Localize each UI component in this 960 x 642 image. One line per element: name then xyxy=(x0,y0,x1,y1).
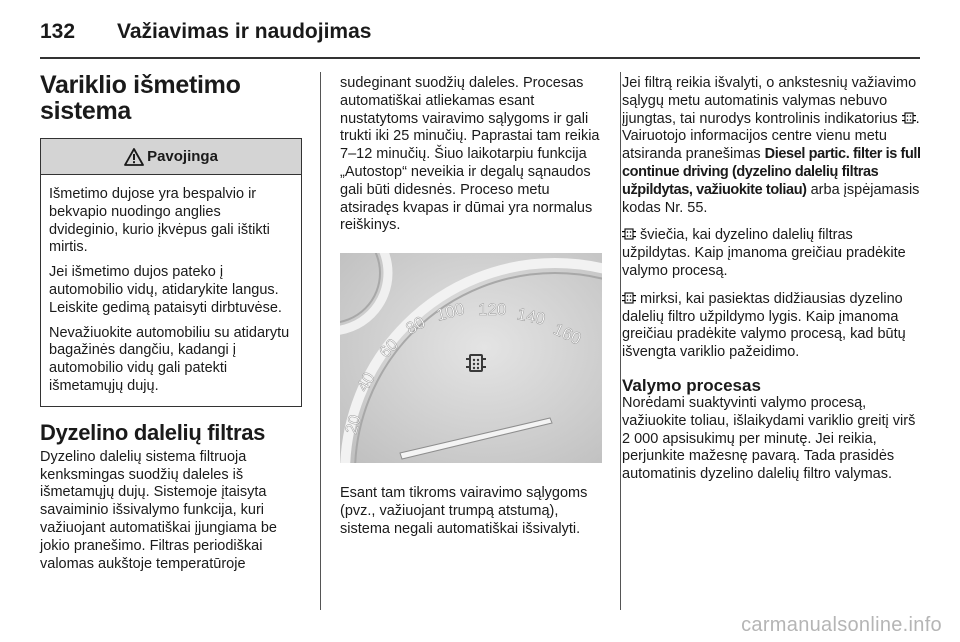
warning-paragraph: Išmetimo dujose yra bespalvio ir bekvapio nuodingo anglies dvideginio, kurio įkvėpus gali ištikti mirtis. xyxy=(49,186,270,256)
text-run: šviečia, kai dyzelino dalelių filtras užpildytas. Kaip įmanoma greičiau pradėkite valymo procesą. xyxy=(622,227,906,279)
gauge-tick-label: 160 xyxy=(550,319,585,349)
body-paragraph: Norėdami suaktyvinti valymo procesą, važiuokite toliau, išlaikydami variklio greitį virš 2 000 apsisukimų per minutę. Jei reikia, perjunkite mažesnę pavarą. Tada prasidės automatinis dyzelino dalelių filtro valymas. xyxy=(622,394,916,483)
text-run: Jei filtrą reikia išvalyti, o ankstesnių važiavimo sąlygų metu automatinis valymas nebuvo įjungtas, tai nurodys kontrolinis indikatorius xyxy=(622,75,917,127)
subsection-title: Dyzelino dalelių filtras xyxy=(40,419,266,445)
body-paragraph: Dyzelino dalelių sistema filtruoja kenksmingas suodžių daleles iš išmetamųjų dujų. Sistemoje įtaisyta savaiminio išsivalymo funkcija, kuri važiuojant automatiškai įjungiama be jokio pranešimo. Filtras periodiškai valomas aukštoje temperatūroje xyxy=(40,448,277,572)
body-paragraph xyxy=(622,291,922,362)
gauge-tick-label: 100 xyxy=(434,299,467,326)
body-paragraph: sudeginant suodžių daleles. Procesas automatiškai atliekamas esant nustatytoms vairavimo sąlygoms ir gali trukti iki 25 minučių. Paprastai tam reikia 7–12 minučių. Šiuo laikotarpiu funkcija „Autostop“ neveikia ir degalų sąnaudos gali būti didesnės. Proceso metu atsiradęs kvapas ir dūmai yra normalus reiškinys. xyxy=(340,75,600,234)
body-paragraph xyxy=(622,227,922,280)
dic-message: Diesel partic. filter is full continue driving (dyzelino dalelių filtras užpildytas, važiuokite toliau) xyxy=(622,146,921,198)
diesel-particle-filter-icon xyxy=(622,292,636,304)
diesel-particle-filter-icon xyxy=(622,228,636,240)
gauge-tick-label: 60 xyxy=(375,335,403,363)
gauge-tick-label: 40 xyxy=(353,369,379,396)
speedometer-illustration xyxy=(340,253,602,463)
page-header xyxy=(40,16,920,62)
column-divider xyxy=(620,72,621,610)
column-3 xyxy=(622,72,922,484)
column-divider xyxy=(320,72,321,610)
warning-box xyxy=(40,138,302,407)
header-rule xyxy=(40,57,920,59)
subsection-title: Valymo procesas xyxy=(622,375,761,395)
gauge-tick-label: 20 xyxy=(341,413,365,437)
diesel-particle-filter-icon xyxy=(902,112,916,124)
text-run: arba įspėjamasis kodas Nr. 55. xyxy=(622,181,920,216)
warning-triangle-icon xyxy=(124,148,144,166)
warning-paragraph: Jei išmetimo dujos pateko į automobilio vidų, atidarykite langus. Leiskite gedimą pataisyti dirbtuvėse. xyxy=(49,264,282,316)
column-1 xyxy=(40,72,302,573)
gauge-tick-label: 140 xyxy=(515,304,547,329)
watermark: carmanualsonline.info xyxy=(741,614,942,636)
body-paragraph: Esant tam tikroms vairavimo sąlygoms (pvz., važiuojant trumpą atstumą), sistema negali automatiškai išsivalyti. xyxy=(340,485,588,537)
body-paragraph xyxy=(622,75,922,217)
section-title: Variklio išmetimo sistema xyxy=(40,71,241,125)
warning-body xyxy=(41,175,301,406)
gauge-tick-label: 120 xyxy=(478,300,507,320)
warning-header xyxy=(41,139,301,175)
gauge-tick-label: 80 xyxy=(402,312,429,339)
page-number: 132 xyxy=(40,20,76,43)
text-run: mirksi, kai pasiektas didžiausias dyzelino dalelių filtro užpildymo lygis. Kaip įmanoma greičiau pradėkite valymo procesą, kad būtų išvengta variklio pažeidimo. xyxy=(622,290,906,361)
column-2 xyxy=(340,72,602,539)
warning-label: Pavojinga xyxy=(147,148,218,165)
warning-paragraph: Nevažiuokite automobiliu su atidarytu bagažinės dangčiu, kadangi į automobilio vidų gali patekti išmetamųjų dujų. xyxy=(49,324,290,394)
page-header-title: Važiavimas ir naudojimas xyxy=(117,20,372,43)
speedometer-image xyxy=(340,253,602,463)
text-run: . Vairuotojo informacijos centre vienu metu atsiranda pranešimas xyxy=(622,110,920,163)
